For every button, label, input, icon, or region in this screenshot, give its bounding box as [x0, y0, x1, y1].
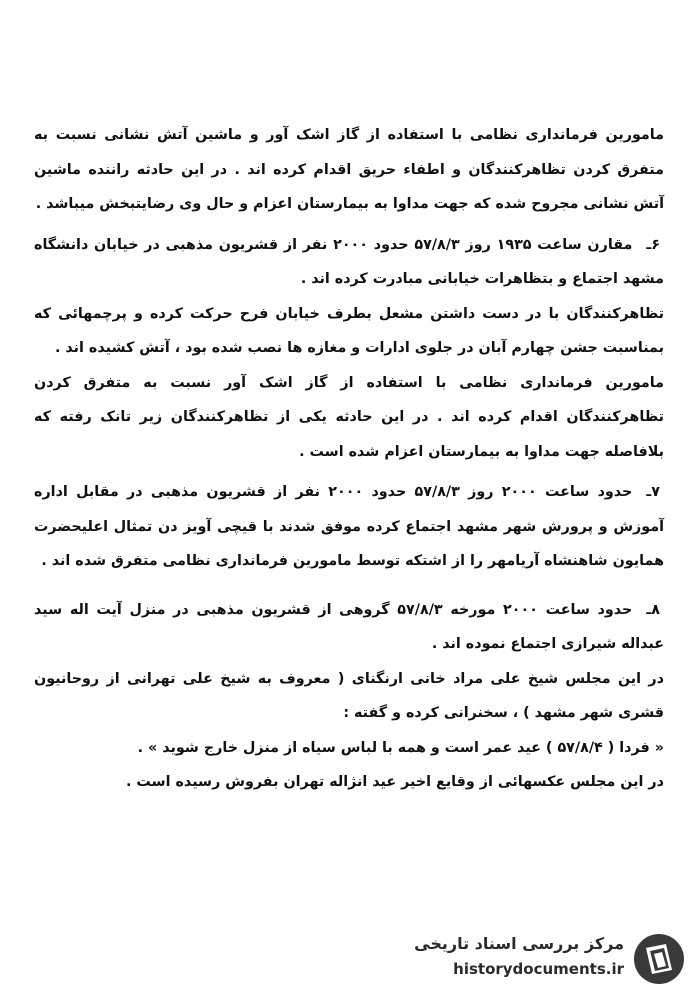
paragraph-item-6	[34, 228, 664, 297]
document-body	[34, 118, 664, 800]
paragraph-closing: در این مجلس عکسهائی از وقایع اخیر عید انژاله تهران بفروش رسیده است .	[126, 774, 664, 790]
watermark-url: historydocuments.ir	[453, 960, 624, 978]
archive-logo-icon	[632, 932, 686, 986]
paragraph-intro: مامورین فرمانداری نظامی با استفاده از گاز اشک آور و ماشین آتش نشانی نسبت به متفرق کردن تظاهرکنندگان و اطفاء حریق اقدام کرده اند . در این حادثه راننده ماشین آتش نشانی مجروح شده که جهت مداوا به بیمارستان اعزام و حال وی رضایتبخش میباشد .	[34, 127, 664, 212]
item-number-8: ۸ـ	[646, 601, 660, 618]
paragraph-item-7	[34, 475, 664, 579]
paragraph-quote: « فردا ( ۵۷/۸/۴ ) عید عمر است و همه با لباس سیاه از منزل خارج شوید » .	[137, 739, 664, 756]
paragraph-speech: در این مجلس شیخ علی مراد خانی ارنگنای ( معروف به شیخ علی تهرانی از روحانیون قشری شهر مشهد ) ، سخنرانی کرده و گفته :	[34, 670, 664, 721]
watermark-logo	[414, 930, 692, 990]
watermark-title: مرکز بررسی اسناد تاریخی	[414, 934, 624, 953]
item-number-6: ۶ـ	[646, 236, 660, 253]
paragraph-item-6-response: مامورین فرمانداری نظامی با استفاده از گاز اشک آور نسبت به متفرق کردن تظاهرکنندگان اقدام کرده اند . در این حادثه یکی از تظاهرکنندگان زیر تانک رفته که بلافاصله جهت مداوا به بیمارستان اعزام شده است .	[34, 374, 664, 460]
item-number-7: ۷ـ	[646, 484, 660, 500]
item-7-text: حدود ساعت ۲۰۰۰ روز ۵۷/۸/۳ حدود ۲۰۰۰ نفر از قشریون مذهبی در مقابل اداره آموزش و پرورش شهر مشهد اجتماع کرده موفق شدند با قیچی آویز دن تمثال اعلیحضرت همایون شاهنشاه آریامهر را از اشتکه توسط مامورین فرمانداری نظامی متفرق شده اند .	[34, 484, 664, 569]
paragraph-item-8	[34, 593, 664, 662]
item-6-text: مقارن ساعت ۱۹۳۵ روز ۵۷/۸/۳ حدود ۲۰۰۰ نفر از قشریون مذهبی در خیابان دانشگاه مشهد اجتماع و بتظاهرات خیابانی مبادرت کرده اند .	[34, 236, 664, 287]
item-8-text: حدود ساعت ۲۰۰۰ مورخه ۵۷/۸/۳ گروهی از قشریون مذهبی در منزل آیت اله سید عبداله شیرازی اجتماع نموده اند .	[34, 601, 664, 652]
paragraph-item-6-continued: تظاهرکنندگان با در دست داشتن مشعل بطرف خیابان فرح حرکت کرده و پرچمهائی که بمناسبت جشن چهارم آبان در جلوی ادارات و مغازه ها نصب شده بود ، آتش کشیده اند .	[34, 305, 664, 356]
